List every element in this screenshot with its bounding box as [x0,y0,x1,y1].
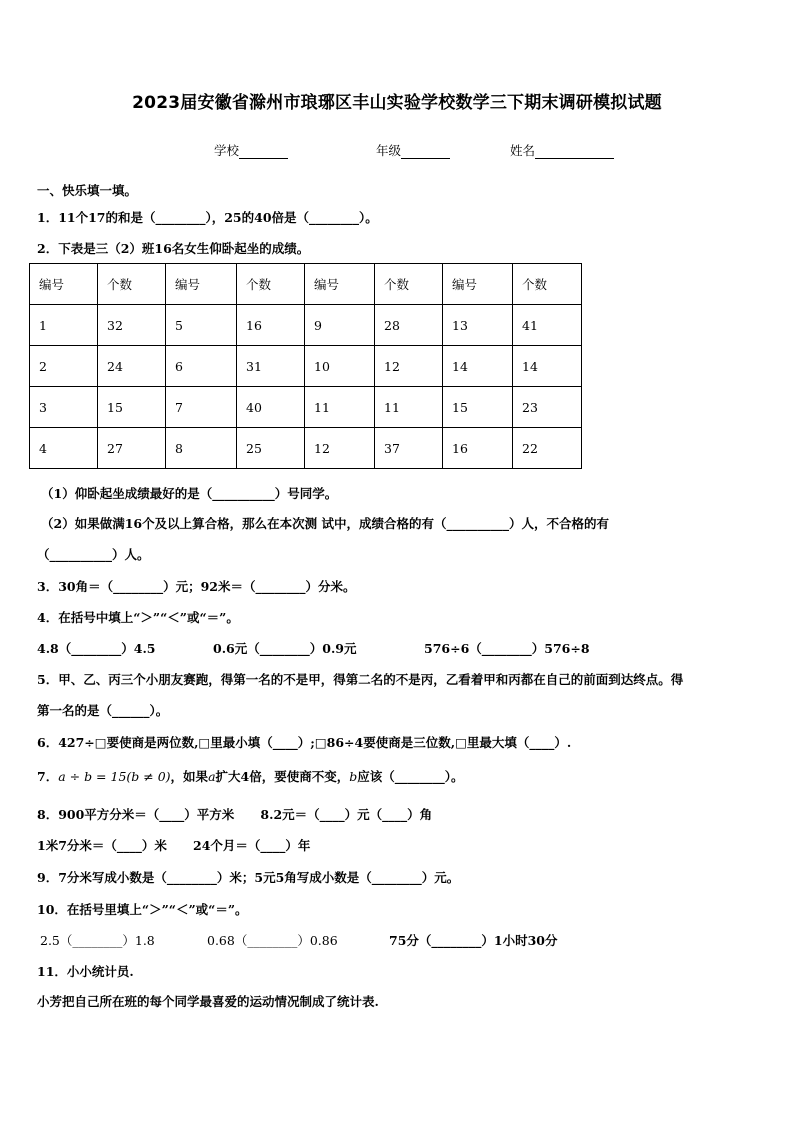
table-cell: 23 [513,387,582,428]
question-8-cont: 1米7分米＝（____）米 24个月＝（____）年 [37,838,311,853]
table-row [30,346,582,387]
question-2-part-2: （2）如果做满16个及以上算合格，那么在本次测 试中，成绩合格的有（__________）人，不合格的有 [41,516,609,531]
table-cell: 8 [166,428,237,469]
question-4: 4．在括号中填上“＞”“＜”或“＝”。 [37,610,239,625]
table-cell: 14 [513,346,582,387]
grade-blank [401,145,450,159]
question-7-formula: a ÷ b = 15(b ≠ 0) [58,769,171,784]
table-cell: 31 [237,346,305,387]
table-cell: 12 [375,346,443,387]
table-cell: 6 [166,346,237,387]
table-cell: 41 [513,305,582,346]
school-blank [239,145,288,159]
question-8: 8．900平方分米＝（____）平方米 8.2元＝（____）元（____）角 [37,807,433,822]
question-4-item-2: 0.6元（________）0.9元 [213,641,357,656]
grade-field [376,141,450,159]
question-2: 2．下表是三（2）班16名女生仰卧起坐的成绩。 [37,241,310,256]
table-row [30,387,582,428]
section-heading: 一、快乐填一填。 [37,183,138,198]
table-cell: 22 [513,428,582,469]
question-1: 1．11个17的和是（________），25的40倍是（________）。 [37,210,378,225]
question-7-number: 7． [37,769,59,784]
table-cell: 12 [305,428,375,469]
grade-label: 年级 [376,143,402,158]
question-7-var-b: b [349,769,358,784]
school-label: 学校 [214,143,240,158]
question-7-var-a: a [208,769,216,784]
table-cell: 3 [30,387,98,428]
table-cell: 1 [30,305,98,346]
question-11: 11．小小统计员. [37,964,134,979]
question-7 [37,767,464,785]
school-field [214,141,288,159]
table-cell: 11 [305,387,375,428]
header-cell: 编号 [305,264,375,305]
page-title: 2023届安徽省滁州市琅琊区丰山实验学校数学三下期末调研模拟试题 [132,93,662,113]
question-2-part-1: （1）仰卧起坐成绩最好的是（__________）号同学。 [41,486,338,501]
table-cell: 32 [98,305,166,346]
table-cell: 14 [443,346,513,387]
name-blank [535,145,614,159]
table-cell: 40 [237,387,305,428]
header-cell: 个数 [237,264,305,305]
scores-table [29,263,582,469]
header-cell: 个数 [98,264,166,305]
header-cell: 编号 [166,264,237,305]
table-cell: 13 [443,305,513,346]
table-cell: 2 [30,346,98,387]
question-6: 6．427÷□要使商是两位数,□里最小填（____）;□86÷4要使商是三位数,□里最大填（____）. [37,735,572,750]
question-2-part-2-cont: （__________）人。 [37,547,150,562]
table-cell: 37 [375,428,443,469]
table-cell: 24 [98,346,166,387]
question-3: 3．30角＝（________）元；92米＝（________）分米。 [37,579,356,594]
question-7-mid: ，如果 [170,769,209,784]
question-11-text: 小芳把自己所在班的每个同学最喜爱的运动情况制成了统计表. [37,994,379,1009]
name-label: 姓名 [510,143,536,158]
question-5: 5．甲、乙、丙三个小朋友赛跑，得第一名的不是甲，得第二名的不是丙，乙看着甲和丙都在自己的前面到达终点。得 [37,672,684,687]
table-cell: 4 [30,428,98,469]
table-cell: 5 [166,305,237,346]
question-9: 9．7分米写成小数是（________）米；5元5角写成小数是（________）元。 [37,870,460,885]
table-row [30,305,582,346]
question-10-item-1: 2.5（________）1.8 [40,933,155,948]
header-cell: 个数 [513,264,582,305]
table-cell: 28 [375,305,443,346]
question-7-rest-2: 应该（________）。 [357,769,464,784]
table-cell: 16 [237,305,305,346]
question-10-item-2: 0.68（________）0.86 [207,933,338,948]
header-cell: 编号 [443,264,513,305]
table-row [30,428,582,469]
table-cell: 9 [305,305,375,346]
question-5-cont: 第一名的是（______）。 [37,703,169,718]
header-cell: 编号 [30,264,98,305]
table-cell: 15 [98,387,166,428]
header-cell: 个数 [375,264,443,305]
table-cell: 10 [305,346,375,387]
table-cell: 11 [375,387,443,428]
question-4-item-1: 4.8（________）4.5 [37,641,156,656]
table-cell: 27 [98,428,166,469]
table-header-row [30,264,582,305]
question-7-rest-1: 扩大4倍，要使商不变， [215,769,350,784]
table-cell: 7 [166,387,237,428]
name-field [510,141,614,159]
table-cell: 16 [443,428,513,469]
table-cell: 15 [443,387,513,428]
question-4-item-3: 576÷6（________）576÷8 [424,641,590,656]
question-10: 10．在括号里填上“＞”“＜”或“＝”。 [37,902,248,917]
table-cell: 25 [237,428,305,469]
question-10-item-3: 75分（________）1小时30分 [389,933,558,948]
